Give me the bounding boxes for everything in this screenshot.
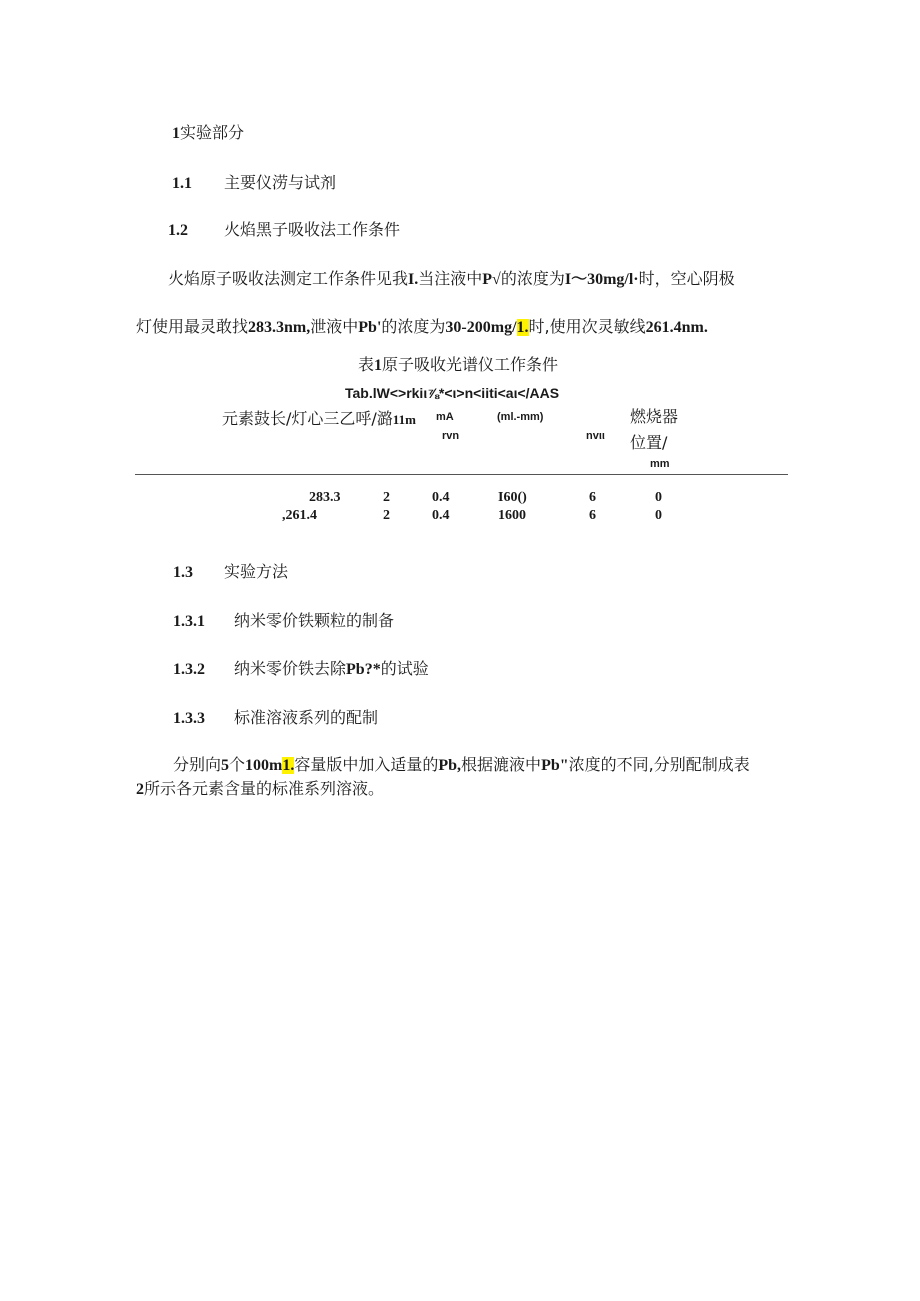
text: 分别向 (173, 755, 222, 774)
section-title: 纳米零价铁去除 (234, 659, 347, 678)
section-title: 实验部分 (180, 123, 245, 142)
text: I～30mg/l· (564, 271, 639, 288)
table-cell: ,261.4 (282, 508, 317, 523)
text: 261.4nm. (645, 319, 708, 336)
text: Pb?* (346, 661, 381, 678)
table-caption (358, 352, 558, 375)
table-cell: 2 (383, 508, 390, 523)
heading-section-1-3-2 (173, 656, 429, 679)
table-rule (135, 474, 788, 475)
text: 当注液中 (418, 269, 483, 288)
text: 原子吸收光谱仪工作条件 (382, 355, 559, 374)
paragraph-1-line-1 (168, 266, 735, 289)
section-title: 纳米零价铁颗粒的制备 (234, 611, 395, 630)
section-number: 1.3.1 (173, 613, 205, 630)
text: 分别配制成表 (653, 755, 750, 774)
section-number: 1.2 (168, 222, 188, 239)
table-header-current: mA (436, 411, 454, 423)
text: Pb" (541, 757, 569, 774)
section-number: 1.3 (173, 564, 193, 581)
text: 5 (221, 757, 230, 774)
section-title: 标准溶液系列的配制 (234, 708, 379, 727)
text: 100m (245, 757, 283, 774)
heading-section-1-3-1 (173, 608, 394, 631)
text: Pb' (358, 319, 382, 336)
text: I. (408, 271, 419, 288)
table-header-sub-4: nvιι (586, 430, 605, 442)
table-cell: 1600 (498, 508, 526, 523)
paragraph-2-line-1 (173, 752, 750, 775)
text: 容量版中加入适量的 (294, 755, 439, 774)
text: 灯使用最灵敢找 (136, 317, 249, 336)
table-header-burner-2: 位置/ (630, 433, 668, 452)
paragraph-1-line-2 (136, 314, 708, 337)
text: 所示各元素含量的标准系列溶液。 (144, 779, 385, 798)
text: 个 (229, 755, 246, 774)
text: 283.3nm, (248, 319, 311, 336)
text: 火焰原子吸收法测定工作条件见我 (168, 269, 409, 288)
section-number: 1.3.2 (173, 661, 205, 678)
paragraph-2-line-2 (136, 776, 384, 799)
table-header-sub-5: mm (650, 458, 670, 470)
heading-section-1-3 (173, 559, 288, 582)
text: 表 (358, 355, 375, 374)
text: 使用次灵敏线 (549, 317, 646, 336)
table-caption-english: Tab.lW<>rkiι⅞*<ι>n<iiti<aι</AAS (345, 385, 560, 401)
table-cell: 6 (589, 508, 596, 523)
text: 浓度的不同, (568, 755, 654, 774)
text: 时, (528, 317, 550, 336)
section-title: 火焰黑子吸收法工作条件 (224, 220, 401, 239)
highlighted-text: 1. (516, 319, 529, 336)
text: 2 (136, 781, 144, 798)
text: Pb, (438, 757, 462, 774)
table-cell: 6 (589, 490, 596, 505)
heading-section-1-1 (172, 170, 336, 193)
text: 1 (374, 357, 383, 374)
text: P√ (482, 271, 501, 288)
section-number: 1.3.3 (173, 710, 205, 727)
table-header-element (222, 406, 416, 429)
text: 11m (392, 412, 416, 427)
table-cell: I60() (498, 490, 527, 505)
text: 根据漉液中 (461, 755, 542, 774)
text: 元素鼓长/灯心三乙呼/潞 (222, 409, 393, 428)
table-cell: 0 (655, 508, 662, 523)
table-cell: 0 (655, 490, 662, 505)
text: 的浓度为 (500, 269, 565, 288)
heading-section-1-3-3 (173, 705, 378, 728)
heading-section-1 (172, 120, 244, 143)
section-number: 1 (172, 125, 180, 142)
section-number: 1.1 (172, 175, 192, 192)
table-cell: 0.4 (432, 508, 450, 523)
heading-section-1-2 (168, 217, 400, 240)
text: 30-200mg/ (445, 319, 517, 336)
text: 的试验 (380, 659, 429, 678)
table-header-flow: (ml.-mm) (497, 411, 544, 423)
highlighted-text: 1. (282, 757, 295, 774)
text: 时，空心阴极 (638, 269, 735, 288)
text: 的浓度为 (381, 317, 446, 336)
table-cell: 2 (383, 490, 390, 505)
section-title: 实验方法 (224, 562, 289, 581)
text: 泄液中 (310, 317, 359, 336)
table-cell: 0.4 (432, 490, 450, 505)
section-title: 主要仪涝与试剂 (224, 173, 337, 192)
table-cell: 283.3 (309, 490, 341, 505)
table-header-burner-1: 燃烧器 (630, 407, 679, 426)
table-header-sub-2: rvn (442, 430, 460, 442)
